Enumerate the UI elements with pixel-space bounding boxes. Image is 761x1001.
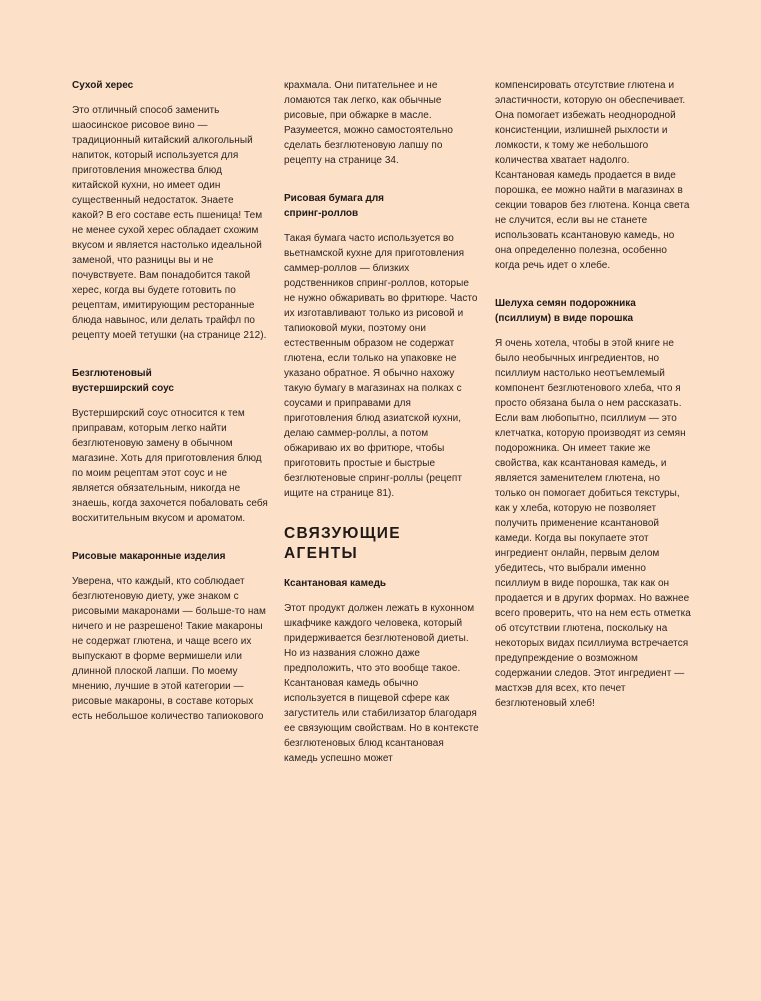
- text-rice-paper: Такая бумага часто используется во вьетнамской кухне для приготовления саммер-роллов — близких родственников спринг-роллов, которые не нужно обжаривать во фритюре. Часто их изготавливают только из рисовой и тапиоковой муки, поэтому они естественным образом не содержат глютена, если только на упаковке не указано обратное. Я обычно нахожу такую бумагу в магазинах на полках с соусами и приправами для приготовления блюд азиатской кухни, делаю саммер-роллы, а потом обжариваю их во фритюре, чтобы приготовить простые и быстрые безглютеновые спринг-роллы (рецепт ищите на странице 81).: [284, 233, 478, 499]
- text-psyllium: Я очень хотела, чтобы в этой книге не было необычных ингредиентов, но псиллиум настолько неотъемлемый компонент безглютенового хлеба, что я просто обязана была о нем рассказать. Если вам любопытно, псиллиум — это клетчатка, которую производят из семян подорожника. Он имеет такие же свойства, как ксантановая камедь, и является заменителем глютена, но только он помогает добиться текстуры, как у хлеба, которую не позволяет получить применение ксантановой камеди. Когда вы покупаете этот ингредиент онлайн, первым делом убедитесь, что выбрали именно псиллиум в виде порошка, так как он продается и в других формах. Но важнее всего проверить, что на нем есть отметка об отсутствии глютена, поскольку на некоторых видах псиллиума встречается предупреждение о возможном содержании следов. Этот ингредиент — мастхэв для всех, кто печет безглютеновый хлеб!: [495, 338, 691, 709]
- text-rice-noodles: Уверена, что каждый, кто соблюдает безглютеновую диету, уже знаком с рисовыми макаронами — больше-то нам ничего и не разрешено! Такие макароны не содержат глютена, и чаще всего их выпускают в форме вермишели или длинной плоской лапши. По моему мнению, лучшие в этой категории — рисовые макароны, в составе которых есть небольшое количество тапиокового: [72, 576, 266, 722]
- heading-rice-noodles: Рисовые макаронные изделия: [72, 551, 226, 562]
- text-dry-sherry: Это отличный способ заменить шаосинское рисовое вино — традиционный китайский алкогольный напиток, который используется для приготовления множества блюд китайской кухни, но имеет один существенный недостаток. Знаете какой? В его составе есть пшеница! Тем не менее сухой херес обладает схожим вкусом и является настолько идеальной заменой, что разницы вы и не почувствуете. Вам понадобится такой херес, когда вы будете готовить по рецептам, имитирующим ресторанные блюда навынос, или делать трайфл по рецепту моей тетушки (на странице 212).: [72, 105, 267, 341]
- column-left: [72, 78, 268, 724]
- column-middle: [284, 78, 480, 766]
- heading-dry-sherry: Сухой херес: [72, 80, 134, 91]
- chapter-title: СВЯЗУЮЩИЕ АГЕНТЫ: [284, 525, 401, 562]
- text-xanthan-gum-continued: компенсировать отсутствие глютена и эластичности, которую он обеспечивает. Она помогает избежать неоднородной консистенции, излишней рыхлости и ломкости, к тому же небольшого количества хватает надолго. Ксантановая камедь продается в виде порошка, ее можно найти в магазинах в секции товаров без глютена. Конца света не случится, если вы не станете использовать ксантановую камедь, но она определенно полезна, особенно когда речь идет о хлебе.: [495, 80, 690, 271]
- text-rice-noodles-continued: крахмала. Они питательнее и не ломаются так легко, как обычные рисовые, при обжарке в масле. Разумеется, можно самостоятельно сделать безглютеновую лапшу по рецепту на странице 34.: [284, 80, 453, 166]
- heading-psyllium: Шелуха семян подорожника (псиллиум) в виде порошка: [495, 298, 636, 324]
- heading-rice-paper: Рисовая бумага для спринг-роллов: [284, 193, 385, 219]
- column-right: [495, 78, 691, 711]
- heading-xanthan-gum: Ксантановая камедь: [284, 578, 387, 589]
- heading-worcestershire: Безглютеновый вустерширский соус: [72, 368, 174, 394]
- text-xanthan-gum: Этот продукт должен лежать в кухонном шкафчике каждого человека, который придерживается безглютеновой диеты. Но из названия сложно даже предположить, что это вообще такое. Ксантановая камедь обычно используется в пищевой сфере как загуститель или стабилизатор благодаря ее связующим свойствам. Но в контексте безглютеновых блюд ксантановая камедь успешно может: [284, 603, 479, 764]
- text-worcestershire: Вустерширский соус относится к тем приправам, которым легко найти безглютеновую замену в обычном магазине. Хоть для приготовления блюд по моим рецептам этот соус и не является обязательным, никогда не знаешь, когда захочется побаловать себя восхитительным вкусом и ароматом.: [72, 408, 268, 524]
